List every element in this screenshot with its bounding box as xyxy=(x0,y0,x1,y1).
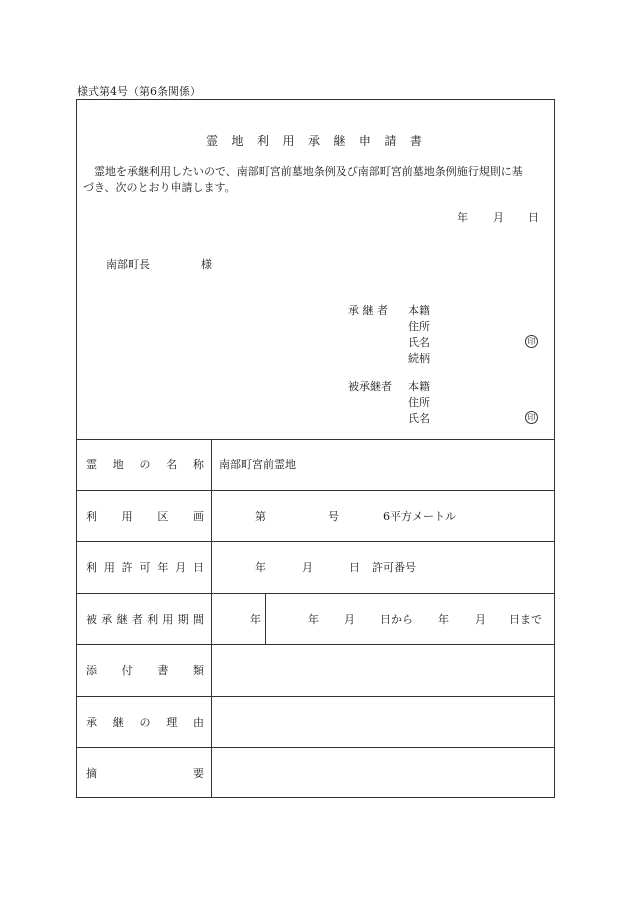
title-char: 継 xyxy=(333,134,346,148)
row-label-plot-name: 霊 地 の 名 称 xyxy=(86,458,204,471)
row-label-permit-date: 利 用 許 可 年 月 日 xyxy=(86,561,204,574)
form-title xyxy=(206,135,422,147)
period-from-day: 日から xyxy=(380,613,413,626)
title-char: 請 xyxy=(384,134,397,148)
successor-label: 承 継 者 xyxy=(348,304,388,317)
division-go: 号 xyxy=(328,510,339,523)
addressee-name: 南部町長 xyxy=(106,258,150,271)
row-label-period: 被 承 継 者 利 用 期 間 xyxy=(86,613,204,626)
division-area: 6平方メートル xyxy=(383,510,456,523)
row-label-division: 利 用 区 画 xyxy=(86,510,204,523)
permit-number-label: 許可番号 xyxy=(372,561,416,574)
predecessor-seal-mark: 印 xyxy=(525,411,538,424)
successor-field-relation: 続柄 xyxy=(408,352,430,365)
table-rule xyxy=(77,747,554,748)
division-dai: 第 xyxy=(255,510,266,523)
table-rule xyxy=(77,439,554,440)
period-split-rule xyxy=(265,593,266,644)
form-number: 様式第4号（第6条関係） xyxy=(77,85,201,98)
title-char: 霊 xyxy=(206,134,219,148)
application-form xyxy=(76,99,555,798)
permit-day: 日 xyxy=(349,561,360,574)
successor-field-name: 氏名 xyxy=(408,336,430,349)
table-rule xyxy=(77,541,554,542)
title-char: 書 xyxy=(409,134,422,148)
row-label-summary: 摘 要 xyxy=(86,767,204,780)
predecessor-field-domicile: 本籍 xyxy=(408,380,430,393)
date-day: 日 xyxy=(528,211,539,224)
predecessor-label: 被承継者 xyxy=(348,380,392,393)
successor-field-address: 住所 xyxy=(408,320,430,333)
intro-line-1: 霊地を承継利用したいので、南部町宮前墓地条例及び南部町宮前墓地条例施行規則に基 xyxy=(94,165,523,178)
period-to-month: 月 xyxy=(475,613,486,626)
table-rule xyxy=(77,696,554,697)
period-years: 年 xyxy=(250,613,261,626)
period-to-year: 年 xyxy=(438,613,449,626)
date-year: 年 xyxy=(457,211,468,224)
label-column-rule xyxy=(211,439,212,798)
successor-seal-mark: 印 xyxy=(525,335,538,348)
period-from-month: 月 xyxy=(344,613,355,626)
title-char: 地 xyxy=(231,134,244,148)
intro-line-2: づき、次のとおり申請します。 xyxy=(83,181,236,194)
predecessor-field-address: 住所 xyxy=(408,396,430,409)
predecessor-field-name: 氏名 xyxy=(408,412,430,425)
period-from-year: 年 xyxy=(308,613,319,626)
successor-field-domicile: 本籍 xyxy=(408,304,430,317)
title-char: 承 xyxy=(307,134,320,148)
permit-month: 月 xyxy=(302,561,313,574)
table-rule xyxy=(77,644,554,645)
addressee-honorific: 様 xyxy=(201,258,212,271)
title-char: 用 xyxy=(282,134,295,148)
permit-year: 年 xyxy=(255,561,266,574)
table-rule xyxy=(77,490,554,491)
title-char: 利 xyxy=(256,134,269,148)
row-label-attachments: 添 付 書 類 xyxy=(86,664,204,677)
date-month: 月 xyxy=(493,211,504,224)
row-label-reason: 承 継 の 理 由 xyxy=(86,716,204,729)
period-to-day: 日まで xyxy=(509,613,542,626)
table-rule xyxy=(77,593,554,594)
title-char: 申 xyxy=(358,134,371,148)
plot-name-value: 南部町宮前霊地 xyxy=(219,458,296,471)
